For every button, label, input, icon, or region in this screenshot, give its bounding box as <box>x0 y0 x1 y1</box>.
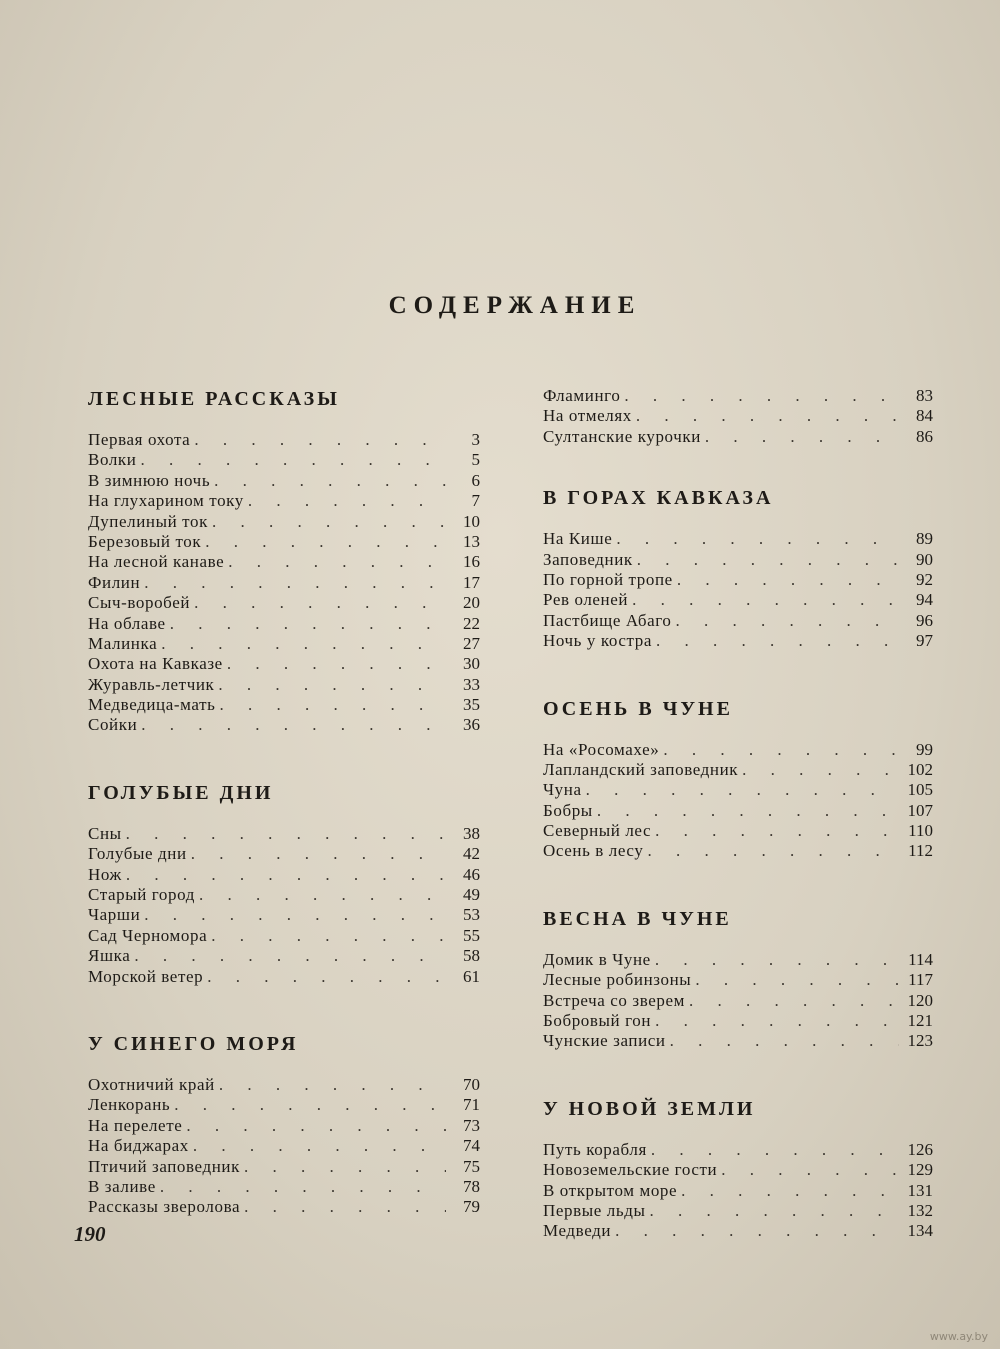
dot-leader <box>721 1160 899 1180</box>
entry-page: 86 <box>916 426 933 446</box>
toc-entry <box>533 611 933 631</box>
entry-page: 49 <box>463 885 480 905</box>
dot-leader <box>649 1201 899 1221</box>
dot-leader <box>637 550 899 570</box>
dot-leader <box>677 570 899 590</box>
entry-name: Нож <box>88 864 122 884</box>
entry-name: Чарши <box>88 905 141 925</box>
dot-leader <box>186 1116 446 1136</box>
entry-page: 17 <box>463 572 480 592</box>
dot-leader <box>655 950 899 970</box>
toc-entry <box>78 824 480 844</box>
toc-left-column <box>78 386 480 1218</box>
entry-page: 13 <box>463 531 480 551</box>
entry-name: Бобровый гон <box>543 1011 652 1031</box>
toc-right-column <box>533 386 933 1242</box>
toc-section-novaya-zemlya <box>533 1096 933 1242</box>
toc-entry <box>78 865 480 885</box>
entry-page: 35 <box>463 695 480 715</box>
toc-entry <box>78 1197 480 1217</box>
entry-name: Чунские записи <box>543 1031 666 1051</box>
toc-entry <box>533 1140 933 1160</box>
dot-leader <box>214 471 446 491</box>
section-title: ВЕСНА В ЧУНЕ <box>543 907 732 930</box>
toc-entry <box>78 430 480 450</box>
entry-page: 123 <box>907 1031 933 1051</box>
dot-leader <box>212 512 446 532</box>
entry-page: 16 <box>463 552 480 572</box>
toc-section-blue-days <box>78 780 480 987</box>
toc-entry <box>78 491 480 511</box>
dot-leader <box>244 1157 446 1177</box>
dot-leader <box>126 824 446 844</box>
entry-name: Охота на Кавказе <box>88 654 223 674</box>
entry-name: Сыч-воробей <box>88 593 191 613</box>
entry-page: 92 <box>916 569 933 589</box>
entry-name: Встреча со зверем <box>543 990 685 1010</box>
entry-page: 33 <box>463 674 480 694</box>
section-title: У НОВОЙ ЗЕМЛИ <box>543 1097 756 1120</box>
toc-entry <box>78 471 480 491</box>
dot-leader <box>140 450 446 470</box>
entry-name: Дупелиный ток <box>88 511 208 531</box>
entry-page: 97 <box>916 631 933 651</box>
entry-name: Фламинго <box>543 386 621 405</box>
entry-page: 55 <box>463 925 480 945</box>
entry-page: 38 <box>463 823 480 843</box>
toc-entry <box>78 1075 480 1095</box>
entry-name: Охотничий край <box>88 1074 215 1094</box>
section-title: В ГОРАХ КАВКАЗА <box>543 487 774 510</box>
entry-page: 42 <box>463 844 480 864</box>
entry-name: Лапландский заповедник <box>543 759 739 779</box>
entry-page: 78 <box>463 1176 480 1196</box>
entry-page: 61 <box>463 966 480 986</box>
toc-entry <box>533 1160 933 1180</box>
dot-leader <box>624 386 899 406</box>
entry-name: Волки <box>88 450 137 470</box>
entry-name: В открытом море <box>543 1180 678 1200</box>
entry-name: Березовый ток <box>88 531 202 551</box>
section-title: ГОЛУБЫЕ ДНИ <box>88 781 274 804</box>
dot-leader <box>647 841 899 861</box>
toc-entry <box>78 573 480 593</box>
toc-entry <box>78 552 480 572</box>
entry-name: Лесные робинзоны <box>543 970 692 990</box>
toc-entry <box>533 529 933 549</box>
entry-page: 30 <box>463 654 480 674</box>
dot-leader <box>160 1177 446 1197</box>
entry-name: Сны <box>88 823 122 843</box>
entry-name: Султанские курочки <box>543 426 701 446</box>
dot-leader <box>211 926 446 946</box>
entry-name: Северный лес <box>543 821 652 841</box>
entry-name: Домик в Чуне <box>543 949 651 969</box>
entry-name: На отмелях <box>543 406 632 426</box>
toc-entry <box>533 590 933 610</box>
dot-leader <box>597 801 899 821</box>
entry-page: 75 <box>463 1156 480 1176</box>
toc-entry <box>533 801 933 821</box>
section-title: ЛЕСНЫЕ РАССКАЗЫ <box>88 388 340 410</box>
entry-name: Пастбище Абаго <box>543 610 672 630</box>
entry-name: На лесной канаве <box>88 552 225 572</box>
toc-entry <box>78 967 480 987</box>
dot-leader <box>655 1011 899 1031</box>
entry-page: 89 <box>916 529 933 549</box>
dot-leader <box>689 991 899 1011</box>
entry-page: 10 <box>463 511 480 531</box>
toc-entry <box>533 1031 933 1051</box>
entry-list <box>533 386 933 447</box>
dot-leader <box>705 427 899 447</box>
toc-entry <box>533 1201 933 1221</box>
toc-entry <box>78 1116 480 1136</box>
entry-name: На облаве <box>88 613 166 633</box>
entry-page: 79 <box>463 1197 480 1217</box>
toc-entry <box>533 1011 933 1031</box>
toc-entry <box>78 885 480 905</box>
dot-leader <box>191 844 446 864</box>
entry-name: Новоземельские гости <box>543 1160 718 1180</box>
entry-list <box>78 824 480 987</box>
dot-leader <box>651 1140 899 1160</box>
dot-leader <box>207 967 446 987</box>
entry-list <box>533 950 933 1052</box>
toc-entry <box>78 654 480 674</box>
toc-entry <box>78 946 480 966</box>
dot-leader <box>161 634 446 654</box>
entry-name: Сад Черномора <box>88 925 208 945</box>
dot-leader <box>681 1181 899 1201</box>
entry-page: 110 <box>908 821 933 841</box>
entry-page: 71 <box>463 1095 480 1115</box>
entry-page: 22 <box>463 613 480 633</box>
toc-entry <box>533 780 933 800</box>
toc-entry <box>533 631 933 651</box>
toc-entry <box>533 991 933 1011</box>
entry-page: 36 <box>463 715 480 735</box>
dot-leader <box>220 695 447 715</box>
entry-name: На глухарином току <box>88 491 244 511</box>
dot-leader <box>193 1136 446 1156</box>
entry-page: 132 <box>907 1200 933 1220</box>
entry-name: На биджарах <box>88 1136 189 1156</box>
entry-name: Первая охота <box>88 430 191 449</box>
entry-page: 58 <box>463 946 480 966</box>
entry-page: 83 <box>916 386 933 405</box>
dot-leader <box>199 885 446 905</box>
dot-leader <box>695 970 899 990</box>
entry-name: Сойки <box>88 715 138 735</box>
toc-entry <box>78 1177 480 1197</box>
entry-page: 134 <box>907 1221 933 1241</box>
dot-leader <box>656 631 899 651</box>
entry-list <box>533 1140 933 1242</box>
dot-leader <box>616 529 899 549</box>
section-title: У СИНЕГО МОРЯ <box>88 1032 299 1055</box>
toc-entry <box>78 593 480 613</box>
entry-name: В зимнюю ночь <box>88 470 211 490</box>
entry-name: Рассказы зверолова <box>88 1197 241 1217</box>
entry-name: Голубые дни <box>88 844 187 864</box>
entry-page: 73 <box>463 1115 480 1135</box>
entry-page: 7 <box>471 491 480 511</box>
watermark: www.ay.by <box>929 1330 988 1343</box>
dot-leader <box>244 1197 446 1217</box>
entry-name: Первые льды <box>543 1200 646 1220</box>
entry-name: Ночь у костра <box>543 631 652 651</box>
entry-name: На Кише <box>543 529 613 549</box>
toc-section-spring-in-chuna <box>533 906 933 1052</box>
dot-leader <box>228 552 446 572</box>
toc-entry <box>78 675 480 695</box>
toc-section-blue-sea-continued <box>533 386 933 447</box>
entry-page: 6 <box>471 470 480 490</box>
entry-name: На перелете <box>88 1115 183 1135</box>
entry-page: 121 <box>907 1011 933 1031</box>
entry-name: Малинка <box>88 633 158 653</box>
entry-page: 112 <box>908 841 933 861</box>
section-title: ОСЕНЬ В ЧУНЕ <box>543 697 733 720</box>
entry-page: 107 <box>907 800 933 820</box>
toc-entry <box>533 1181 933 1201</box>
dot-leader <box>144 573 446 593</box>
entry-name: Чуна <box>543 780 582 800</box>
entry-name: Журавль-летчик <box>88 674 215 694</box>
entry-page: 117 <box>908 970 933 990</box>
dot-leader <box>248 491 446 511</box>
page-number: 190 <box>74 1222 106 1246</box>
entry-name: Медведи <box>543 1221 612 1241</box>
entry-list <box>78 1075 480 1218</box>
dot-leader <box>670 1031 899 1051</box>
entry-page: 94 <box>916 590 933 610</box>
toc-entry <box>78 634 480 654</box>
toc-entry <box>533 760 933 780</box>
entry-page: 74 <box>463 1136 480 1156</box>
entry-name: Бобры <box>543 800 593 820</box>
entry-page: 99 <box>916 739 933 759</box>
entry-page: 46 <box>463 864 480 884</box>
dot-leader <box>586 780 899 800</box>
toc-entry <box>78 844 480 864</box>
entry-name: Рев оленей <box>543 590 629 610</box>
toc-entry <box>78 450 480 470</box>
dot-leader <box>636 406 899 426</box>
toc-entry <box>533 970 933 990</box>
entry-page: 27 <box>463 633 480 653</box>
entry-name: Морской ветер <box>88 966 204 986</box>
entry-name: На «Росомахе» <box>543 739 660 759</box>
dot-leader <box>632 590 899 610</box>
toc-section-forest-stories <box>78 386 480 736</box>
entry-list <box>78 430 480 736</box>
dot-leader <box>655 821 899 841</box>
toc-entry <box>533 950 933 970</box>
toc-entry <box>78 1136 480 1156</box>
dot-leader <box>141 715 446 735</box>
entry-page: 70 <box>463 1074 480 1094</box>
dot-leader <box>219 1075 446 1095</box>
toc-entry <box>533 740 933 760</box>
entry-name: Осень в лесу <box>543 841 644 861</box>
dot-leader <box>174 1095 446 1115</box>
toc-entry <box>533 821 933 841</box>
entry-page: 84 <box>916 406 933 426</box>
toc-entry <box>78 532 480 552</box>
entry-name: Путь корабля <box>543 1139 647 1159</box>
toc-entry <box>533 550 933 570</box>
dot-leader <box>227 654 446 674</box>
toc-entry <box>78 715 480 735</box>
toc-section-caucasus-mountains <box>533 485 933 651</box>
entry-page: 96 <box>916 610 933 630</box>
dot-leader <box>194 593 446 613</box>
page-title: СОДЕРЖАНИЕ <box>388 292 642 319</box>
entry-list <box>533 529 933 651</box>
entry-name: Старый город <box>88 885 195 905</box>
toc-entry <box>78 512 480 532</box>
entry-page: 126 <box>907 1139 933 1159</box>
toc-entry <box>533 570 933 590</box>
toc-section-autumn-in-chuna <box>533 696 933 862</box>
dot-leader <box>742 760 899 780</box>
dot-leader <box>126 865 446 885</box>
dot-leader <box>218 675 446 695</box>
entry-name: Ленкорань <box>88 1095 171 1115</box>
toc-entry <box>78 905 480 925</box>
entry-name: Медведица-мать <box>88 695 216 715</box>
dot-leader <box>663 740 899 760</box>
dot-leader <box>170 614 446 634</box>
entry-page: 129 <box>907 1160 933 1180</box>
entry-page: 20 <box>463 593 480 613</box>
entry-page: 90 <box>916 549 933 569</box>
entry-page: 5 <box>471 450 480 470</box>
entry-name: Заповедник <box>543 549 633 569</box>
entry-page: 120 <box>907 990 933 1010</box>
entry-page: 114 <box>908 949 933 969</box>
toc-entry <box>78 926 480 946</box>
toc-entry <box>78 695 480 715</box>
toc-entry <box>78 614 480 634</box>
entry-list <box>533 740 933 862</box>
toc-entry <box>533 406 933 426</box>
toc-entry <box>78 1157 480 1177</box>
dot-leader <box>205 532 446 552</box>
toc-entry <box>533 386 933 406</box>
dot-leader <box>615 1221 899 1241</box>
toc-entry <box>533 1221 933 1241</box>
toc-entry <box>533 427 933 447</box>
toc-section-blue-sea <box>78 1031 480 1218</box>
dot-leader <box>134 946 446 966</box>
entry-name: По горной тропе <box>543 569 673 589</box>
entry-name: В заливе <box>88 1176 156 1196</box>
toc-entry <box>533 841 933 861</box>
dot-leader <box>194 430 446 450</box>
entry-name: Яшка <box>88 946 131 966</box>
entry-name: Филин <box>88 572 141 592</box>
entry-name: Птичий заповедник <box>88 1156 240 1176</box>
toc-entry <box>78 1095 480 1115</box>
dot-leader <box>676 611 900 631</box>
dot-leader <box>144 905 446 925</box>
entry-page: 105 <box>907 780 933 800</box>
entry-page: 102 <box>907 759 933 779</box>
entry-page: 3 <box>471 430 480 449</box>
entry-page: 53 <box>463 905 480 925</box>
entry-page: 131 <box>907 1180 933 1200</box>
